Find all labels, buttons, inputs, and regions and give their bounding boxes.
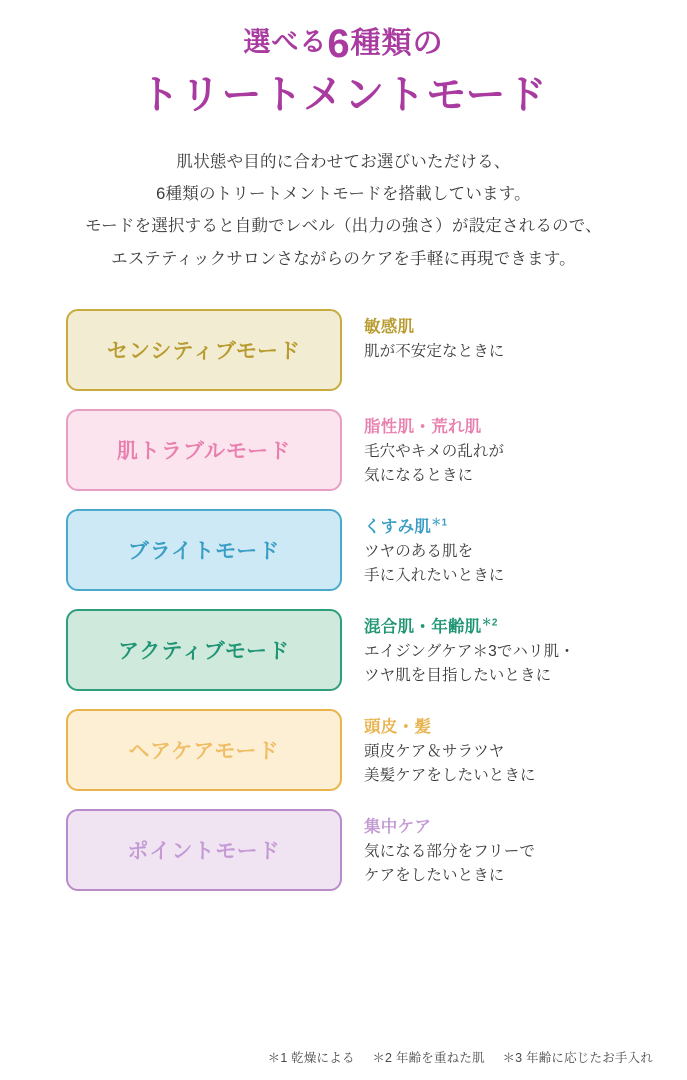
mode-description-line: エイジングケア＊3でハリ肌・	[364, 642, 575, 660]
list-item	[66, 809, 647, 891]
mode-chip-point[interactable]	[66, 809, 342, 891]
mode-title	[364, 313, 504, 337]
mode-title	[364, 513, 504, 537]
mode-description-line: ツヤのある肌を	[364, 542, 474, 560]
mode-title-text: 混合肌・年齢肌	[364, 617, 482, 636]
mode-chip-label: ヘアケアモード	[128, 739, 280, 763]
mode-title-text: 敏感肌	[364, 317, 415, 336]
mode-chip-label: 肌トラブルモード	[116, 439, 292, 463]
mode-chip-bright[interactable]	[66, 509, 342, 591]
mode-title-text: 脂性肌・荒れ肌	[364, 417, 482, 436]
mode-text	[342, 309, 504, 364]
lead-line: 6種類のトリートメントモードを搭載しています。	[156, 185, 531, 204]
list-item	[66, 309, 647, 391]
mode-text	[342, 509, 504, 588]
mode-chip-hair-care[interactable]	[66, 709, 342, 791]
mode-description-line: 毛穴やキメの乱れが	[364, 442, 505, 460]
list-item	[66, 709, 647, 791]
mode-text	[342, 609, 575, 688]
mode-description-line: 気になる部分をフリーで	[364, 842, 535, 860]
mode-title	[364, 413, 504, 437]
lead-paragraph	[0, 146, 687, 275]
mode-description	[364, 740, 536, 788]
footnote-2: ＊2 年齢を重ねた肌	[372, 1051, 485, 1065]
mode-description	[364, 840, 535, 888]
heading-line-1	[0, 24, 687, 64]
mode-description	[364, 340, 504, 364]
mode-description-line: 手に入れたいときに	[364, 566, 505, 584]
list-item	[66, 409, 647, 491]
mode-chip-label: アクティブモード	[117, 639, 290, 663]
mode-chip-skin-trouble[interactable]	[66, 409, 342, 491]
mode-chip-sensitive[interactable]	[66, 309, 342, 391]
mode-title-text: 頭皮・髪	[364, 717, 432, 736]
mode-text	[342, 709, 536, 788]
lead-line: 肌状態や目的に合わせてお選びいただける、	[176, 153, 511, 171]
lead-line: モードを選択すると自動でレベル（出力の強さ）が設定されるので、	[85, 217, 602, 236]
heading-prefix: 選べる	[243, 27, 328, 57]
heading-suffix: 種類の	[350, 27, 444, 60]
mode-title-text: くすみ肌	[364, 517, 432, 536]
footnote-1: ＊1 乾燥による	[267, 1051, 355, 1065]
mode-chip-label: センシティブモード	[106, 339, 302, 363]
mode-title	[364, 613, 575, 637]
heading-count: 6	[327, 22, 351, 66]
mode-title	[364, 813, 535, 837]
mode-description-line: 気になるときに	[364, 466, 474, 484]
mode-text	[342, 409, 504, 488]
mode-chip-label: ブライトモード	[127, 539, 281, 563]
mode-description	[364, 540, 504, 588]
mode-text	[342, 809, 535, 888]
mode-description-line: ツヤ肌を目指したいときに	[364, 666, 552, 684]
mode-title-note: ＊2	[481, 617, 498, 629]
page-heading	[0, 0, 687, 120]
mode-description-line: 美髪ケアをしたいときに	[364, 766, 536, 784]
mode-list	[0, 309, 687, 891]
mode-description-line: 肌が不安定なときに	[364, 342, 505, 360]
footnote-3: ＊3 年齢に応じたお手入れ	[502, 1051, 653, 1065]
lead-line: エステティックサロンさながらのケアを手軽に再現できます。	[111, 249, 576, 268]
mode-title-text: 集中ケア	[364, 817, 432, 836]
mode-description	[364, 440, 504, 488]
mode-description	[364, 640, 575, 688]
mode-description-line: ケアをしたいときに	[364, 866, 505, 884]
list-item	[66, 509, 647, 591]
mode-description-line: 頭皮ケア＆サラツヤ	[364, 742, 505, 760]
list-item	[66, 609, 647, 691]
heading-line-2: トリートメントモード	[139, 73, 548, 117]
mode-chip-active[interactable]	[66, 609, 342, 691]
footnotes	[268, 1048, 653, 1066]
mode-title-note: ＊1	[431, 517, 448, 529]
mode-chip-label: ポイントモード	[127, 839, 281, 863]
mode-title	[364, 713, 536, 737]
